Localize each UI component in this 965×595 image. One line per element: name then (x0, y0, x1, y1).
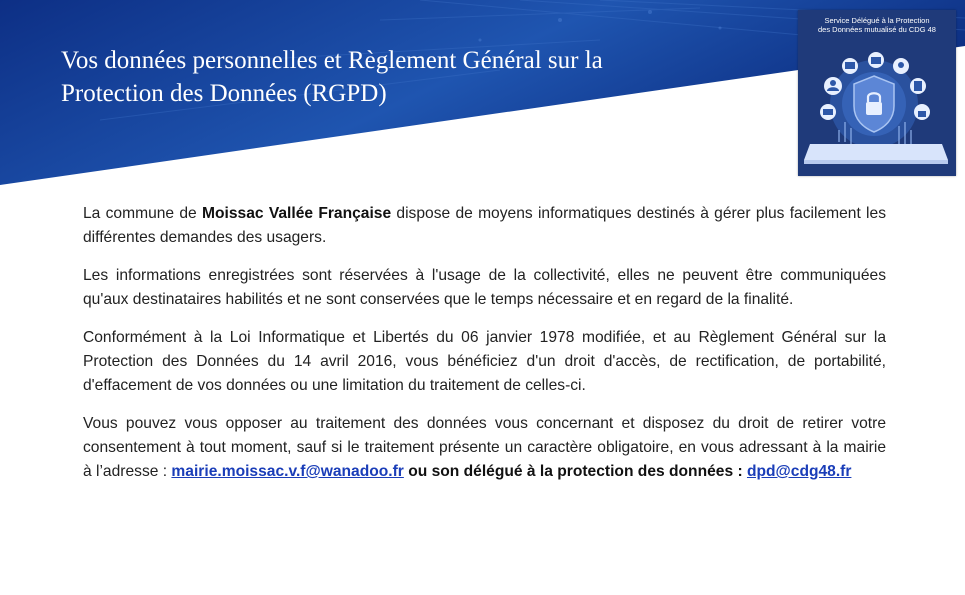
logo-caption-line2: des Données mutualisé du CDG 48 (818, 25, 936, 34)
id-card-icon (820, 104, 836, 120)
dpd-email-link[interactable]: dpd@cdg48.fr (746, 463, 852, 480)
rgpd-content (83, 202, 886, 498)
paragraph-intro (83, 202, 886, 250)
mail-icon (868, 52, 884, 68)
rgpd-logo (798, 10, 956, 176)
mairie-email-link[interactable]: mairie.moissac.v.f@wanadoo.fr (171, 463, 404, 480)
user-icon (824, 77, 842, 95)
lock-small-icon (914, 104, 930, 120)
intro-prefix: La commune de (83, 205, 202, 222)
monitor-icon (842, 58, 858, 74)
intro-suffix: dispose de moyens informatiques destinés à gérer plus facilement les différentes demandes des usagers. (83, 205, 886, 246)
page-title-line1: Vos données personnelles et Règlement Général sur la (61, 47, 603, 74)
paragraph-rights: Conformément à la Loi Informatique et Libertés du 06 janvier 1978 modifiée, et au Règlement Général sur la Protection des Données du 14 avril 2016, vous bénéficiez d'un droit d'accès, de rectification, de portabilité, d'effacement de vos données ou une limitation du traitement de celles-ci. (83, 329, 886, 394)
page-title-line2: Protection des Données (RGPD) (61, 80, 387, 107)
document-icon (910, 78, 926, 94)
logo-caption-line1: Service Délégué à la Protection (824, 16, 930, 25)
delegate-text: ou son délégué à la protection des données : (403, 463, 747, 480)
paragraph-usage: Les informations enregistrées sont réservées à l'usage de la collectivité, elles ne peuvent être communiquées qu'aux destinataires habilités et ne sont conservées que le temps nécessaire et en regard de la finalité. (83, 267, 886, 308)
location-icon (893, 58, 909, 74)
page-title (61, 44, 761, 110)
contact-text: Vous pouvez vous opposer au traitement des données vous concernant et disposez du droit de retirer votre consentement à tout moment, sauf si le traitement présente un caractère obligatoire, en vous adressant à la mairie à l’adresse : (83, 415, 886, 480)
logo-illustration (798, 10, 956, 176)
paragraph-contact (83, 412, 886, 484)
commune-name: Moissac Vallée Française (202, 205, 392, 222)
